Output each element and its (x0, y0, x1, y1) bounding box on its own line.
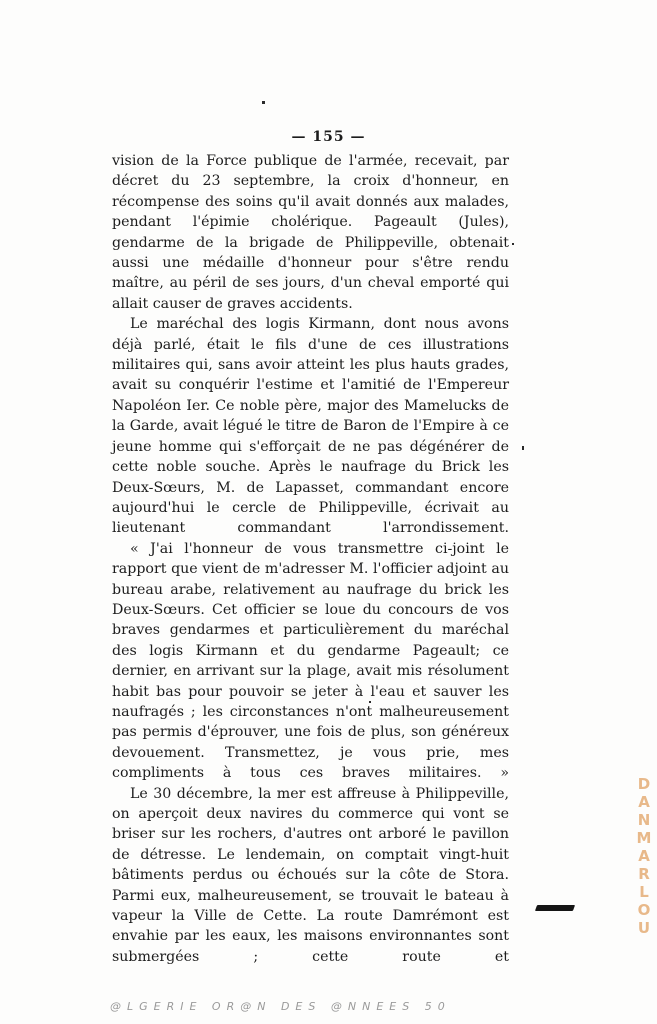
side-watermark: DANMARLOU (635, 775, 653, 937)
ink-speck (512, 243, 514, 245)
ink-speck (522, 446, 524, 450)
paragraph: Le maréchal des logis Kirmann, dont nous avons déjà parlé, était le fils d'une de ces illustrations militaires qui, sans avoir atteint les plus hauts grades, avait su conquérir l'estime et l'amitié de l'Empereur Napoléon Ier. Ce noble père, major des Mamelucks de la Garde, avait légué le titre de Baron de l'Empire à ce jeune homme qui s'efforçait de ne pas dégénérer de cette noble souche. Après le naufrage du Brick les Deux-Sœurs, M. de Lapasset, commandant encore aujourd'hui le cercle de Philippeville, écrivait au lieutenant commandant l'arrondissement. (112, 316, 509, 537)
page-number: — 155 — (291, 129, 366, 145)
bottom-watermark: @LGERIE OR@N DES @NNEES 50 (110, 1000, 451, 1013)
paragraph: « J'ai l'honneur de vous transmettre ci-joint le rapport que vient de m'adresser M. l'officier adjoint au bureau arabe, relativement au naufrage du brick les Deux-Sœurs. Cet officier se loue du concours de vos braves gendarmes et particulièrement du maréchal des logis Kirmann et du gendarme Pageault; ce dernier, en arrivant sur la plage, avait mis résolument habit bas pour pouvoir se jeter à l'eau et sauver les naufragés ; les circonstances n'ont malheureusement pas permis d'éprouver, une fois de plus, son généreux devouement. Transmettez, je vous prie, mes compliments à tous ces braves militaires. » (112, 540, 509, 782)
page-body (112, 151, 509, 967)
paragraph: vision de la Force publique de l'armée, recevait, par décret du 23 septembre, la croix d'honneur, en récompense des soins qu'il avait donnés aux malades, pendant l'épimie cholérique. Pageault (Jules), gendarme de la brigade de Philippeville, obtenait aussi une médaille d'honneur pour s'être rendu maître, au péril de ses jours, d'un cheval emporté qui allait causer de graves accidents. (112, 153, 509, 312)
paragraph: Le 30 décembre, la mer est affreuse à Philippeville, on aperçoit deux navires du commerce qui vont se briser sur les rochers, d'autres ont arboré le pavillon de détresse. Le lendemain, on comptait vingt-huit bâtiments perdus ou échoués sur la côte de Stora. Parmi eux, malheureusement, se trouvait le bateau à vapeur la Ville de Cette. La route Damrémont est envahie par les eaux, les maisons environnantes sont submergées ; cette route et (112, 785, 509, 965)
ink-speck (262, 101, 265, 104)
ink-smudge (535, 905, 575, 911)
